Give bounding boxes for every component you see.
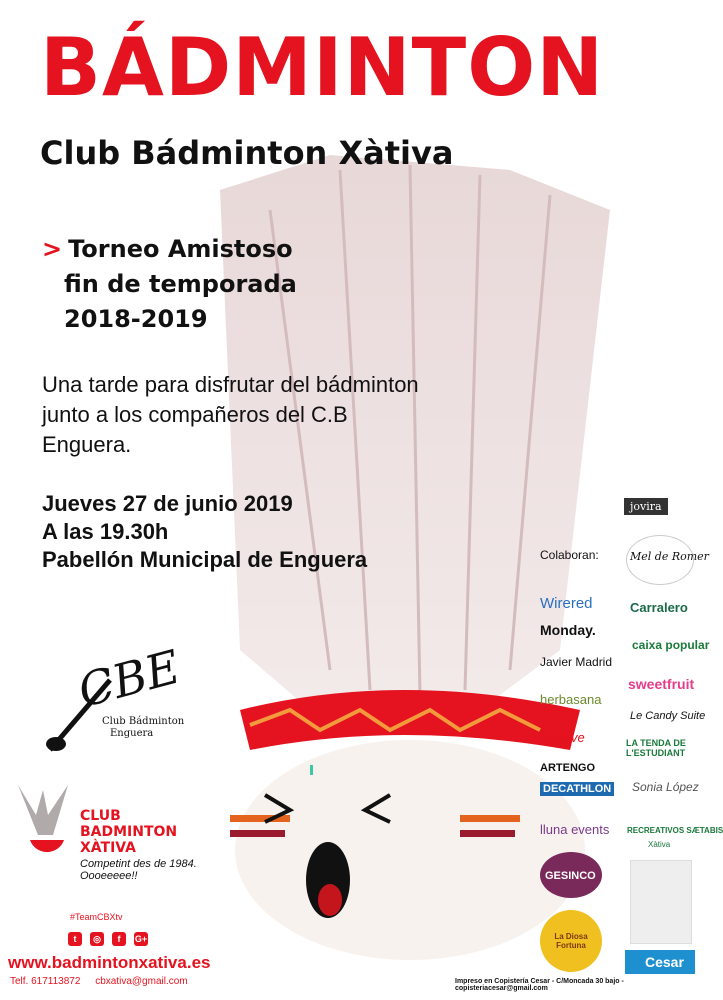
sponsor-adarve: adarve [545,730,585,745]
sponsor-lluna-events: lluna events [540,822,610,837]
sponsor-sweetfruit: sweetfruit [628,676,695,692]
cbe-name-line-2: Enguera [110,728,154,739]
event-date: Jueves 27 de junio 2019 [42,491,293,516]
printer-credit: Impreso en Copistería Cesar - C/Moncada 30 bajo - copisteriacesar@gmail.com [455,978,624,992]
sponsor-herbasana: herbasana [540,692,602,707]
green-card-logo [630,860,692,944]
phone: Telf. 617113872 [10,976,81,987]
sponsor-mel-de-romer: Mel de Romer [630,550,709,563]
sponsor-recreativos-sub: Xàtiva [648,840,671,849]
website-link[interactable]: www.badmintonxativa.es [8,953,211,972]
xativa-tagline [80,858,197,882]
sponsor-recreativos: RECREATIVOS SÆTABIS [627,826,723,835]
tagline-line-1: Competint des de 1984. [80,858,197,870]
sponsor-copisteria: Cesar [645,954,684,970]
sponsor-artengo: ARTENGO [540,762,595,774]
arrow-icon: > [42,235,63,263]
club-name: Club Bádminton Xàtiva [40,134,454,172]
event-venue: Pabellón Municipal de Enguera [42,547,368,572]
sponsor-tenda-estudiant: LA TENDA DE L'ESTUDIANT [626,738,686,758]
sponsor-candy-suite: Le Candy Suite [630,710,706,722]
sponsor-decathlon: DECATHLON [540,782,614,796]
twitter-icon[interactable]: t [68,932,82,946]
page-title: BÁDMINTON [40,21,605,114]
event-details [42,490,367,574]
sponsor-monday: Monday. [540,622,596,638]
event-line-3: 2018-2019 [64,305,208,333]
xativa-club-name [80,808,177,856]
sponsor-la-diosa: La Diosa Fortuna [554,932,588,950]
event-title [42,232,297,337]
xativa-line-1: CLUB [80,808,121,824]
instagram-icon[interactable]: ◎ [90,932,104,946]
event-line-2: fin de temporada [64,270,297,298]
sponsor-wirered: Wirered [540,595,593,612]
sponsor-jovira: jovira [624,498,668,515]
sponsor-gesinco: GESINCO [545,870,596,882]
xativa-shuttle-logo [8,775,78,875]
event-time: A las 19.30h [42,519,169,544]
cbe-initials: CBE [72,639,186,719]
social-icons [68,932,148,946]
hashtag: #TeamCBXtv [70,912,123,922]
sponsor-caixa-popular: caixa popular [632,638,710,652]
xativa-line-3: XÀTIVA [80,840,137,856]
cbe-logo [40,640,190,760]
tagline-line-2: Oooeeeee!! [80,870,138,882]
cbe-name-line-1: Club Bádminton [102,716,185,727]
colaboran-label: Colaboran: [540,548,599,562]
sponsor-sonia-lopez: Sonia López [632,780,699,794]
facebook-icon[interactable]: f [112,932,126,946]
email-link[interactable]: cbxativa@gmail.com [95,976,188,987]
cbe-club-name [102,716,184,740]
sponsor-javier-madrid: Javier Madrid [540,655,613,669]
sponsor-carralero: Carralero [630,600,688,615]
contact-info [10,976,188,987]
xativa-line-2: BADMINTON [80,824,178,840]
event-line-1: Torneo Amistoso [68,235,293,263]
google-plus-icon[interactable]: G+ [134,934,148,944]
event-description: Una tarde para disfrutar del bádminton junto a los compañeros del C.B Enguera. [42,372,419,457]
